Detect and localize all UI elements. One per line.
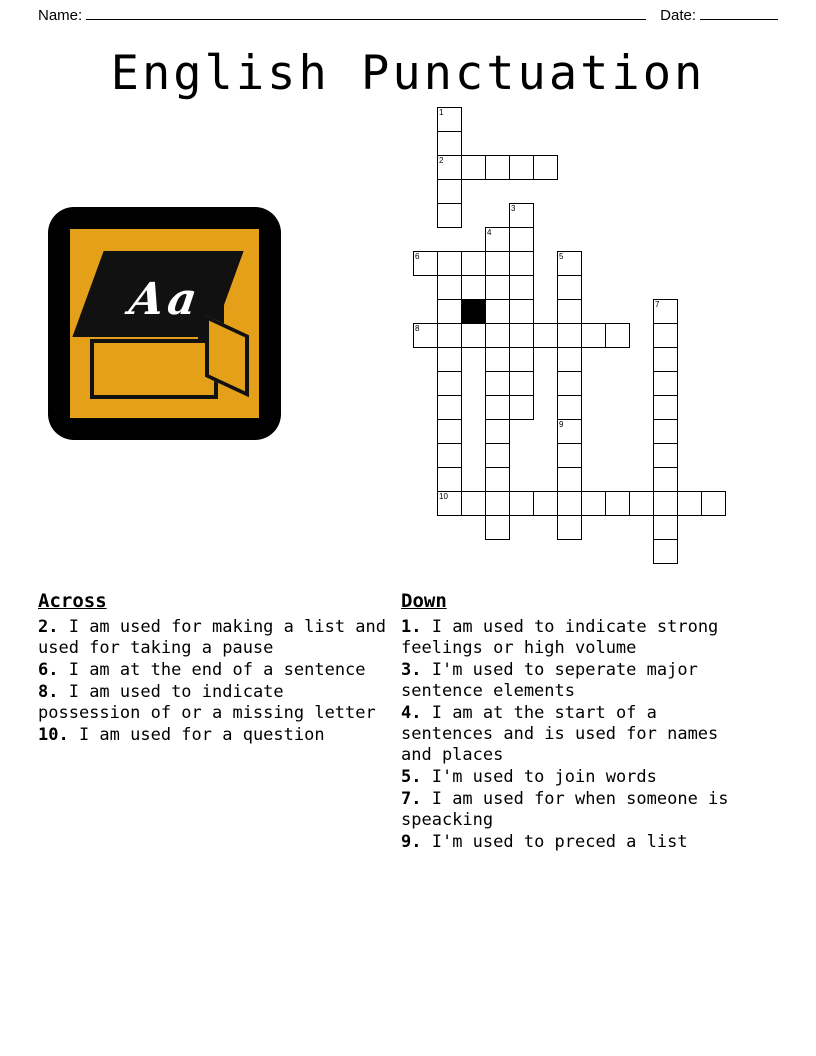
down-clue-number: 3.	[401, 660, 432, 680]
crossword-cell[interactable]	[533, 491, 558, 516]
crossword-cell-number: 5	[559, 252, 564, 261]
crossword-cell[interactable]	[677, 491, 702, 516]
crossword-cell[interactable]	[485, 155, 510, 180]
crossword-cell[interactable]	[485, 371, 510, 396]
crossword-cell[interactable]	[557, 251, 582, 276]
crossword-cell[interactable]	[437, 275, 462, 300]
crossword-cell[interactable]	[653, 515, 678, 540]
across-clue-text: I am used for a question	[78, 725, 325, 745]
crossword-cell[interactable]	[485, 227, 510, 252]
down-clue-text: I'm used to join words	[431, 767, 657, 787]
crossword-cell[interactable]	[557, 419, 582, 444]
name-write-line[interactable]	[86, 6, 646, 20]
crossword-cell[interactable]	[653, 419, 678, 444]
crossword-cell[interactable]	[509, 491, 534, 516]
crossword-cell[interactable]	[437, 467, 462, 492]
down-clue-number: 4.	[401, 703, 432, 723]
crossword-cell[interactable]	[653, 539, 678, 564]
crossword-cell[interactable]	[653, 299, 678, 324]
crossword-cell[interactable]	[485, 251, 510, 276]
crossword-cell[interactable]	[437, 251, 462, 276]
crossword-cell[interactable]	[653, 443, 678, 468]
crossword-cell[interactable]	[509, 371, 534, 396]
across-clue-text: I am at the end of a sentence	[68, 660, 366, 680]
down-clue-number: 9.	[401, 832, 432, 852]
down-clue-number: 5.	[401, 767, 432, 787]
crossword-cell[interactable]	[557, 443, 582, 468]
across-clue-number: 2.	[38, 617, 69, 637]
crossword-cell[interactable]	[437, 155, 462, 180]
crossword-cell[interactable]	[557, 347, 582, 372]
crossword-cell[interactable]	[485, 443, 510, 468]
crossword-cell[interactable]	[485, 347, 510, 372]
crossword-cell-number: 6	[415, 252, 420, 261]
crossword-cell-number: 9	[559, 420, 564, 429]
down-clue-number: 1.	[401, 617, 432, 637]
crossword-cell[interactable]	[485, 419, 510, 444]
crossword-cell[interactable]	[485, 299, 510, 324]
crossword-cell-blocked	[461, 299, 486, 324]
crossword-cell[interactable]	[485, 491, 510, 516]
crossword-cell[interactable]	[485, 395, 510, 420]
crossword-cell[interactable]	[461, 251, 486, 276]
crossword-cell[interactable]	[437, 371, 462, 396]
crossword-cell[interactable]	[437, 323, 462, 348]
crossword-cell[interactable]	[629, 491, 654, 516]
crossword-cell[interactable]	[509, 347, 534, 372]
crossword-cell[interactable]	[413, 323, 438, 348]
crossword-cell[interactable]	[653, 467, 678, 492]
crossword-cell[interactable]	[557, 323, 582, 348]
date-label: Date:	[660, 7, 696, 24]
down-clue	[401, 617, 756, 659]
down-clue-column	[401, 590, 764, 854]
down-clue	[401, 832, 756, 853]
name-field-group	[38, 6, 660, 24]
crossword-cell[interactable]	[461, 155, 486, 180]
down-clue	[401, 789, 756, 831]
crossword-cell-number: 10	[439, 492, 448, 501]
across-clue	[38, 725, 393, 746]
crossword-cell-number: 1	[439, 108, 444, 117]
down-clue-text: I'm used to preced a list	[431, 832, 688, 852]
puzzle-area	[38, 107, 778, 607]
crossword-cell[interactable]	[437, 107, 462, 132]
crossword-cell[interactable]	[653, 347, 678, 372]
crossword-cell[interactable]	[533, 155, 558, 180]
clue-section	[38, 590, 778, 854]
crossword-cell[interactable]	[701, 491, 726, 516]
crossword-cell[interactable]	[437, 419, 462, 444]
date-field-group	[660, 6, 778, 24]
crossword-cell[interactable]	[485, 275, 510, 300]
crossword-cell[interactable]	[437, 491, 462, 516]
name-label: Name:	[38, 7, 83, 24]
crossword-cell[interactable]	[413, 251, 438, 276]
down-clue	[401, 703, 756, 766]
down-heading: Down	[401, 590, 447, 612]
across-clue	[38, 617, 393, 659]
crossword-cell[interactable]	[485, 515, 510, 540]
crossword-cell[interactable]	[653, 395, 678, 420]
crossword-cell[interactable]	[437, 443, 462, 468]
book-icon-background	[70, 229, 259, 418]
across-clue-number: 8.	[38, 682, 69, 702]
crossword-cell[interactable]	[557, 395, 582, 420]
crossword-cell[interactable]	[509, 155, 534, 180]
across-clue	[38, 660, 393, 681]
crossword-cell[interactable]	[557, 299, 582, 324]
down-clue-text: I am at the start of a sentences and is used for names and places	[401, 703, 719, 765]
crossword-cell[interactable]	[509, 251, 534, 276]
crossword-cell[interactable]	[557, 515, 582, 540]
crossword-cell-number: 8	[415, 324, 420, 333]
down-clue-text: I'm used to seperate major sentence elements	[401, 660, 698, 701]
crossword-cell[interactable]	[485, 467, 510, 492]
crossword-cell-number: 3	[511, 204, 516, 213]
across-clue-column	[38, 590, 401, 854]
across-clue-number: 10.	[38, 725, 79, 745]
crossword-cell[interactable]	[461, 323, 486, 348]
crossword-cell[interactable]	[461, 491, 486, 516]
crossword-cell-number: 7	[655, 300, 660, 309]
down-clue-text: I am used to indicate strong feelings or high volume	[401, 617, 719, 658]
down-clue-text: I am used for when someone is speacking	[401, 789, 729, 830]
crossword-cell[interactable]	[509, 203, 534, 228]
crossword-cell[interactable]	[653, 491, 678, 516]
crossword-cell[interactable]	[437, 395, 462, 420]
book-icon	[48, 207, 281, 440]
down-clue-number: 7.	[401, 789, 432, 809]
book-letters: Aa	[126, 274, 204, 325]
crossword-cell[interactable]	[581, 323, 606, 348]
down-clue	[401, 660, 756, 702]
crossword-cell[interactable]	[557, 275, 582, 300]
crossword-cell[interactable]	[653, 371, 678, 396]
book-base-shape	[90, 339, 218, 399]
crossword-cell[interactable]	[509, 395, 534, 420]
crossword-cell[interactable]	[509, 227, 534, 252]
crossword-cell[interactable]	[437, 203, 462, 228]
crossword-cell[interactable]	[509, 299, 534, 324]
crossword-cell[interactable]	[437, 179, 462, 204]
crossword-cell[interactable]	[509, 323, 534, 348]
header-row	[38, 0, 778, 24]
crossword-cell[interactable]	[557, 491, 582, 516]
across-clue	[38, 682, 393, 724]
crossword-cell[interactable]	[437, 347, 462, 372]
crossword-cell[interactable]	[437, 131, 462, 156]
crossword-cell[interactable]	[605, 491, 630, 516]
page-title: English Punctuation	[110, 46, 706, 101]
crossword-cell-number: 2	[439, 156, 444, 165]
across-heading: Across	[38, 590, 107, 612]
crossword-cell-number: 4	[487, 228, 492, 237]
crossword-cell[interactable]	[653, 323, 678, 348]
crossword-cell[interactable]	[605, 323, 630, 348]
date-write-line[interactable]	[700, 6, 778, 20]
across-clue-number: 6.	[38, 660, 69, 680]
crossword-cell[interactable]	[557, 371, 582, 396]
crossword-cell[interactable]	[581, 491, 606, 516]
crossword-cell[interactable]	[437, 299, 462, 324]
crossword-cell[interactable]	[485, 323, 510, 348]
across-clue-text: I am used to indicate possession of or a missing letter	[38, 682, 376, 723]
crossword-cell[interactable]	[509, 275, 534, 300]
down-clue	[401, 767, 756, 788]
across-clue-text: I am used for making a list and used for taking a pause	[38, 617, 386, 658]
crossword-cell[interactable]	[533, 323, 558, 348]
crossword-cell[interactable]	[557, 467, 582, 492]
